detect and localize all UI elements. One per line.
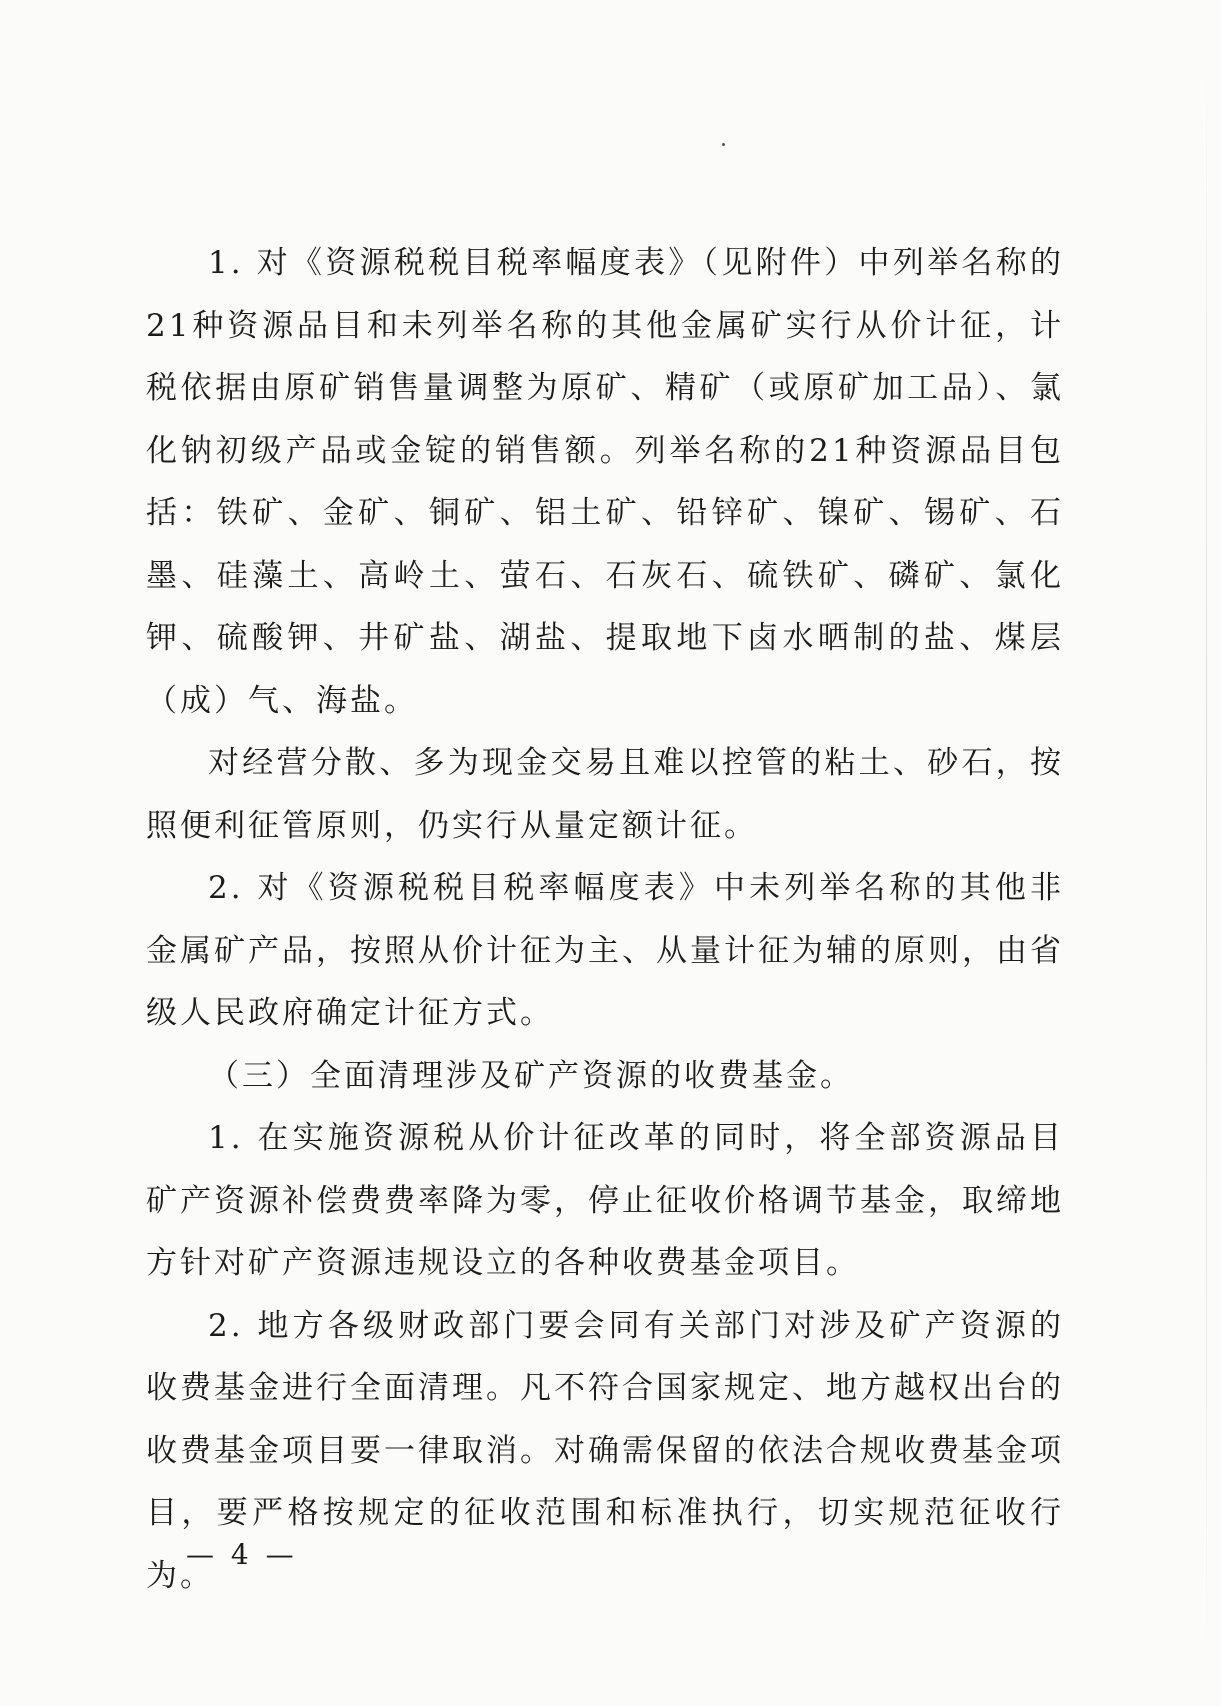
paragraph-4: 1. 在实施资源税从价计征改革的同时，将全部资源品目矿产资源补偿费费率降为零，停止征收价格调节基金，取缔地方针对矿产资源违规设立的各种收费基金项目。 (146, 1120, 1064, 1281)
page-number: — 4 — (186, 1538, 298, 1571)
section-heading-3: （三）全面清理涉及矿产资源的收费基金。 (208, 1057, 854, 1094)
paragraph-1: 1. 对《资源税税目税率幅度表》（见附件）中列举名称的21种资源品目和未列举名称的其他金属矿实行从价计征，计税依据由原矿销售量调整为原矿、精矿（或原矿加工品）、氯化钠初级产品或金锭的销售额。列举名称的21种资源品目包括：铁矿、金矿、铜矿、铝土矿、铅锌矿、镍矿、锡矿、石墨、硅藻土、高岭土、萤石、石灰石、硫铁矿、磷矿、氯化钾、硫酸钾、井矿盐、湖盐、提取地下卤水晒制的盐、煤层（成）气、海盐。 (146, 245, 1064, 719)
paragraph-3: 2. 对《资源税税目税率幅度表》中未列举名称的其他非金属矿产品，按照从价计征为主、从量计征为辅的原则，由省级人民政府确定计征方式。 (146, 870, 1064, 1031)
paragraph-2: 对经营分散、多为现金交易且难以控管的粘土、砂石，按照便利征管原则，仍实行从量定额计征。 (146, 745, 1064, 844)
scan-edge-line (1206, 40, 1207, 1680)
scan-speck (722, 143, 725, 146)
document-body (146, 232, 1064, 1607)
paragraph-5: 2. 地方各级财政部门要会同有关部门对涉及矿产资源的收费基金进行全面清理。凡不符合国家规定、地方越权出台的收费基金项目要一律取消。对确需保留的依法合规收费基金项目，要严格按规定的征收范围和标准执行，切实规范征收行为。 (146, 1307, 1064, 1594)
